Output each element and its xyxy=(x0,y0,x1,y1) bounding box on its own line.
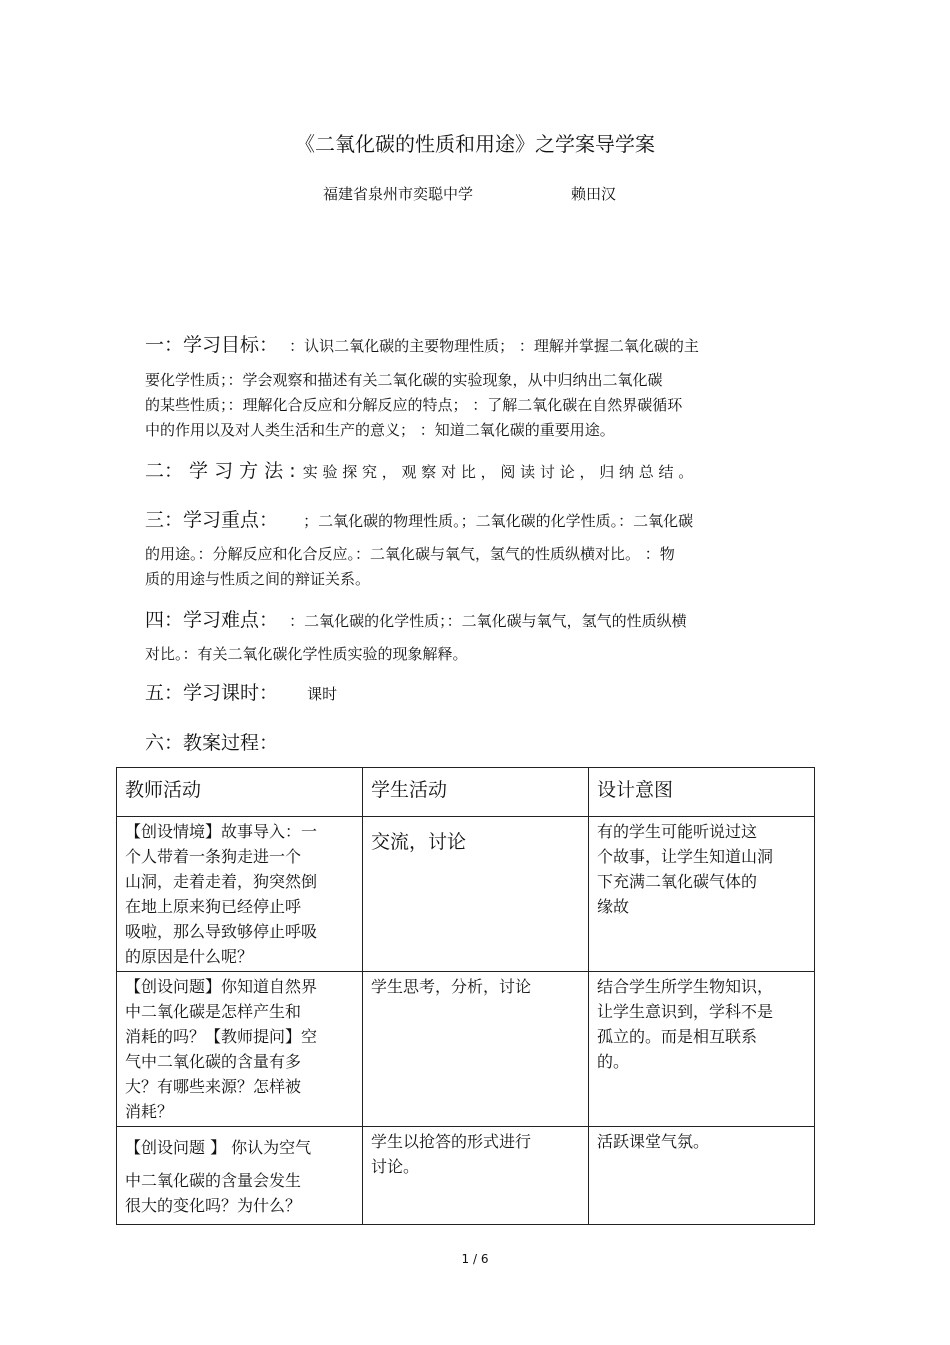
cell-line: 个故事，让学生知道山洞 xyxy=(597,847,774,866)
cell-line: 有的学生可能听说过这 xyxy=(597,822,758,841)
teacher-activity-cell xyxy=(117,972,363,1127)
section-objectives xyxy=(145,330,699,357)
section-label: 二： 学 习 方 法 : xyxy=(145,460,296,482)
header-design-intent: 设计意图 xyxy=(589,768,815,817)
section-periods xyxy=(145,678,337,705)
section-text: ；二氧化碳的物理性质。；二氧化碳的化学性质。：二氧化碳 xyxy=(303,512,694,530)
section-text: ：认识二氧化碳的主要物理性质； ：理解并掌握二氧化碳的主 xyxy=(289,337,699,355)
section-text: 要化学性质；：学会观察和描述有关二氧化碳的实验现象，从中归纳出二氧化碳 xyxy=(145,371,663,389)
section-text: 实 验 探 究 ， 观 察 对 比 ， 阅 读 讨 论 ， 归 纳 总 结 。 xyxy=(302,463,694,481)
cell-line: 吸啦，那么导致够停止呼吸 xyxy=(125,922,318,941)
cell-line: 【创设情境】故事导入：一 xyxy=(125,822,318,841)
cell-line: 消耗的吗？【教师提问】空 xyxy=(125,1027,318,1046)
document-title: 《二氧化碳的性质和用途》之学案导学案 xyxy=(295,132,655,156)
teacher-activity-cell xyxy=(117,1127,363,1225)
section-label: 一：学习目标： xyxy=(145,334,279,356)
section-text: 质的用途与性质之间的辩证关系。 xyxy=(145,570,371,588)
section-text: 中的作用以及对人类生活和生产的意义； ：知道二氧化碳的重要用途。 xyxy=(145,421,615,439)
section-text: 课时 xyxy=(307,685,338,703)
cell-line: 的原因是什么呢？ xyxy=(125,947,254,966)
section-text: 的某些性质；：理解化合反应和分解反应的特点； ：了解二氧化碳在自然界碳循环 xyxy=(145,396,683,414)
header-student-activity: 学生活动 xyxy=(363,768,589,817)
section-label: 四：学习难点： xyxy=(145,609,279,631)
cell-line: 在地上原来狗已经停止呼 xyxy=(125,897,302,916)
cell-line: 缘故 xyxy=(597,897,630,916)
cell-line: 气中二氧化碳的含量有多 xyxy=(125,1052,302,1071)
cell-line: 中二氧化碳是怎样产生和 xyxy=(125,1002,302,1021)
section-text: 对比。：有关二氧化碳化学性质实验的现象解释。 xyxy=(145,645,468,663)
design-intent-cell xyxy=(589,817,815,972)
cell-line: 个人带着一条狗走进一个 xyxy=(125,847,302,866)
school-name: 福建省泉州市奕聪中学 xyxy=(323,185,474,203)
student-activity-cell xyxy=(363,972,589,1127)
section-text: ：二氧化碳的化学性质；：二氧化碳与氧气，氢气的性质纵横 xyxy=(289,612,687,630)
section-text: 的用途。：分解反应和化合反应。：二氧化碳与氧气，氢气的性质纵横对比。 ：物 xyxy=(145,545,675,563)
table-header-row xyxy=(117,768,815,817)
table-row xyxy=(117,972,815,1127)
author-name: 赖田汉 xyxy=(571,185,617,203)
cell-line: 让学生意识到，学科不是 xyxy=(597,1002,774,1021)
section-methods xyxy=(145,456,693,483)
cell-line: 消耗？ xyxy=(125,1102,174,1121)
cell-line: 山洞，走着走着，狗突然倒 xyxy=(125,872,318,891)
section-process-label: 六：教案过程： xyxy=(145,732,279,754)
design-intent-cell xyxy=(589,972,815,1127)
cell-line: 【创设问题 】 你认为空气 xyxy=(125,1138,312,1157)
design-intent-cell xyxy=(589,1127,815,1225)
cell-line: 【创设问题】你知道自然界 xyxy=(125,977,318,996)
cell-line: 中二氧化碳的含量会发生 xyxy=(125,1171,302,1190)
header-teacher-activity: 教师活动 xyxy=(117,768,363,817)
section-difficulties xyxy=(145,605,687,632)
table-row xyxy=(117,1127,815,1225)
cell-line: 很大的变化吗？为什么？ xyxy=(125,1196,302,1215)
cell-line: 大？有哪些来源？怎样被 xyxy=(125,1077,302,1096)
cell-line: 结合学生所学生物知识， xyxy=(597,977,774,996)
cell-line: 交流，讨论 xyxy=(371,831,467,853)
student-activity-cell xyxy=(363,1127,589,1225)
section-label: 五：学习课时： xyxy=(145,682,279,704)
table-row xyxy=(117,817,815,972)
cell-line: 讨论。 xyxy=(371,1157,420,1176)
cell-line: 下充满二氧化碳气体的 xyxy=(597,872,758,891)
cell-line: 活跃课堂气氛。 xyxy=(597,1132,710,1151)
section-label: 三：学习重点： xyxy=(145,509,279,531)
cell-line: 学生思考，分析，讨论 xyxy=(371,977,532,996)
student-activity-cell xyxy=(363,817,589,972)
cell-line: 的。 xyxy=(597,1052,630,1071)
page-number: 1 / 6 xyxy=(461,1252,489,1266)
cell-line: 学生以抢答的形式进行 xyxy=(371,1132,532,1151)
cell-line: 孤立的。而是相互联系 xyxy=(597,1027,758,1046)
section-key-points xyxy=(145,505,693,532)
teacher-activity-cell xyxy=(117,817,363,972)
lesson-process-table xyxy=(116,767,815,1225)
